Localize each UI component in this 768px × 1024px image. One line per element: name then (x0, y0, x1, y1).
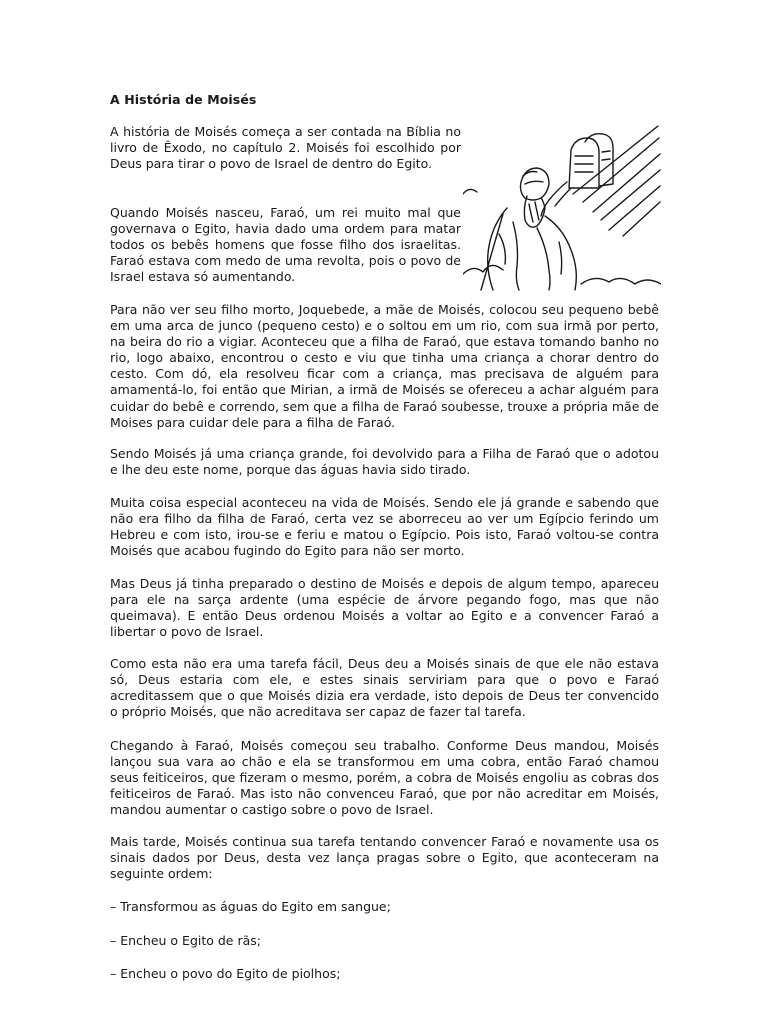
paragraph-signs: Como esta não era uma tarefa fácil, Deus deu a Moisés sinais de que ele não estava só, Deus estaria com ele, e estes sinais serviriam para que o povo e Faraó acreditassem que o que Moisés dizia era verdade, isto depois de Deus ter convencido o próprio Moisés, que não acreditava ser capaz de fazer tal tarefa. (110, 656, 659, 720)
paragraph-plagues: Mais tarde, Moisés continua sua tarefa tentando convencer Faraó e novamente usa os sinais dados por Deus, desta vez lança pragas sobre o Egito, que aconteceram na seguinte ordem: (110, 834, 659, 882)
paragraph-burning-bush: Mas Deus já tinha preparado o destino de Moisés e depois de algum tempo, apareceu para ele na sarça ardente (uma espécie de árvore pegando fogo, mas que não queimava). E então Deus ordenou Moisés a voltar ao Egito e a convencer Faraó a libertar o povo de Israel. (110, 576, 659, 640)
document-title: A História de Moisés (110, 92, 257, 107)
paragraph-basket: Para não ver seu filho morto, Joquebede, a mãe de Moisés, colocou seu pequeno bebê em uma arca de junco (pequeno cesto) e o soltou em um rio, com sua irmã por perto, na beira do rio a vigiar. Aconteceu que a filha de Faraó, que estava tomando banho no rio, logo abaixo, encontrou o cesto e viu que tinha uma criança a chorar dentro do cesto. Com dó, ela resolveu ficar com a criança, mas precisava de alguém para amamentá-lo, foi então que Mirian, a irmã de Moisés se ofereceu a achar alguém para cuidar do bebê e correndo, sem que a filha de Faraó soubesse, trouxe a própria mãe de Moises para cuidar dele para a filha de Faraó. (110, 302, 659, 430)
list-item-plague-lice: – Encheu o povo do Egito de piolhos; (110, 966, 341, 981)
list-item-plague-frogs: – Encheu o Egito de rãs; (110, 933, 261, 948)
list-item-plague-blood: – Transformou as águas do Egito em sangue; (110, 899, 391, 914)
paragraph-birth: Quando Moisés nasceu, Faraó, um rei muito mal que governava o Egito, havia dado uma ordem para matar todos os bebês homens que fosse filho dos israelitas. Faraó estava com medo de uma revolta, pois o povo de Israel estava só aumentando. (110, 205, 461, 285)
moses-with-tablets-illustration (463, 124, 661, 292)
paragraph-intro: A história de Moisés começa a ser contada na Bíblia no livro de Êxodo, no capítulo 2. Moisés foi escolhido por Deus para tirar o povo de Israel de dentro do Egito. (110, 124, 461, 172)
paragraph-adoption: Sendo Moisés já uma criança grande, foi devolvido para a Filha de Faraó que o adotou e lhe deu este nome, porque das águas havia sido tirado. (110, 446, 659, 478)
paragraph-staff-serpent: Chegando à Faraó, Moisés começou seu trabalho. Conforme Deus mandou, Moisés lançou sua vara ao chão e ela se transformou em uma cobra, então Faraó chamou seus feiticeiros, que fizeram o mesmo, porém, a cobra de Moisés engoliu as cobras dos feiticeiros de Faraó. Mas isto não convenceu Faraó, que por não acreditar em Moisés, mandou aumentar o castigo sobre o povo de Israel. (110, 738, 659, 818)
paragraph-escape: Muita coisa especial aconteceu na vida de Moisés. Sendo ele já grande e sabendo que não era filho da filha de Faraó, certa vez se aborreceu ao ver um Egípcio ferindo um Hebreu e com isto, irou-se e feriu e matou o Egípcio. Pois isto, Faraó voltou-se contra Moisés que acabou fugindo do Egito para não ser morto. (110, 495, 659, 559)
